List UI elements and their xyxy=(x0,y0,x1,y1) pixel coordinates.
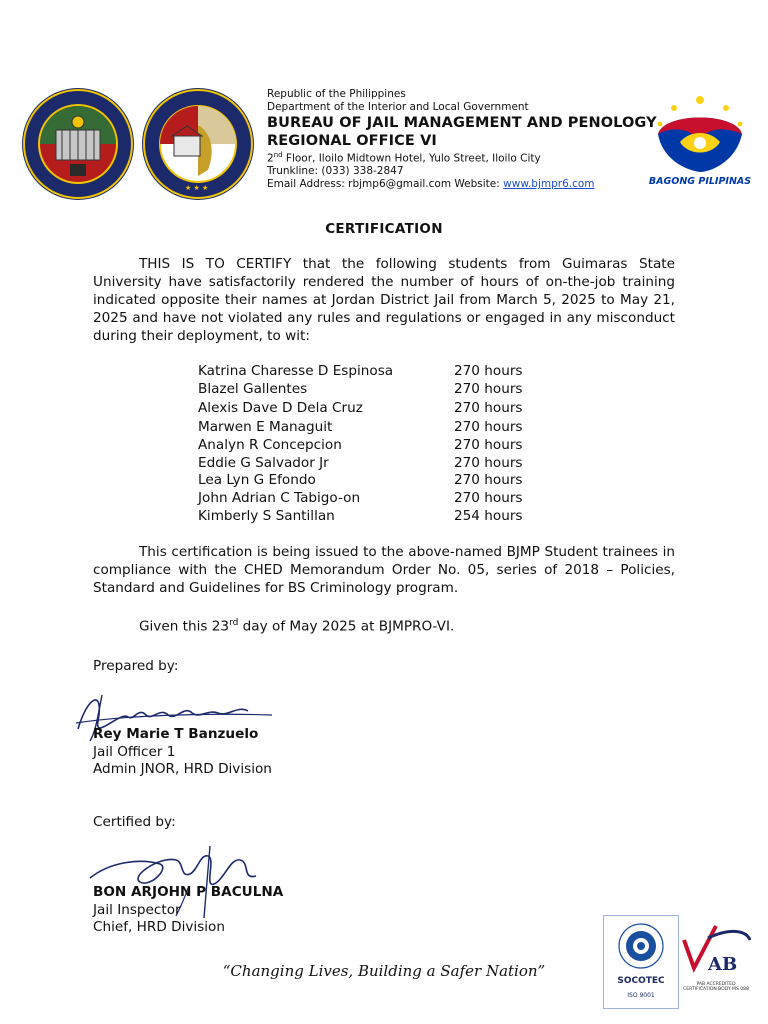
student-hours: 270 hours xyxy=(454,381,523,397)
student-name: Analyn R Concepcion xyxy=(198,437,342,453)
student-hours: 254 hours xyxy=(454,508,523,524)
socotec-text: SOCOTEC xyxy=(617,976,665,986)
bagong-pilipinas-logo xyxy=(644,90,756,190)
header-department: Department of the Interior and Local Government xyxy=(267,101,529,113)
email-text: Email Address: rbjmp6@gmail.com Website: xyxy=(267,178,504,190)
student-name: Kimberly S Santillan xyxy=(198,508,335,524)
header-trunkline: Trunkline: (033) 338-2847 xyxy=(267,165,404,177)
header-office: REGIONAL OFFICE VI xyxy=(267,133,437,149)
student-hours: 270 hours xyxy=(454,363,523,379)
student-hours: 270 hours xyxy=(454,455,523,471)
certified-rank: Jail Inspector xyxy=(93,902,181,918)
header-agency: BUREAU OF JAIL MANAGEMENT AND PENOLOGY xyxy=(267,115,657,131)
student-name: Alexis Dave D Dela Cruz xyxy=(198,400,363,416)
prepared-rank: Jail Officer 1 xyxy=(93,744,176,760)
purpose-text: This certification is being issued to the above-named BJMP Student trainees in compliance with the CHED Memorandum Order No. 05, series of 2018 – Policies, Standard and Guidelines for BS Criminology program. xyxy=(93,544,675,596)
certified-position: Chief, HRD Division xyxy=(93,919,225,935)
certified-by-label: Certified by: xyxy=(93,814,176,830)
student-name: Blazel Gallentes xyxy=(198,381,308,397)
bagong-pilipinas-text: BAGONG PILIPINAS xyxy=(648,176,752,187)
given-date xyxy=(139,614,454,636)
purpose-paragraph xyxy=(93,543,675,597)
website-link[interactable]: www.bjmpr6.com xyxy=(503,178,595,190)
pab-logo xyxy=(680,918,752,1006)
student-name: Eddie G Salvador Jr xyxy=(198,455,329,471)
prepared-by-label: Prepared by: xyxy=(93,658,179,674)
socotec-logo xyxy=(603,915,679,1009)
student-hours: 270 hours xyxy=(454,472,523,488)
given-sup: rd xyxy=(229,618,239,628)
student-name: Katrina Charesse D Espinosa xyxy=(198,363,394,379)
footer-motto: “Changing Lives, Building a Safer Nation” xyxy=(222,962,546,980)
student-name: Marwen E Managuit xyxy=(198,419,333,435)
socotec-sub: ISO 9001 xyxy=(627,992,655,999)
prepared-name: Rey Marie T Banzuelo xyxy=(93,726,259,742)
pab-sub: PAB ACCREDITED CERTIFICATION BODY MS 088 xyxy=(683,982,749,992)
given-post: day of May 2025 at BJMPRO-VI. xyxy=(238,618,455,635)
bjmp-seal-logo xyxy=(20,86,136,202)
address-number: 2 xyxy=(267,152,274,165)
student-name: Lea Lyn G Efondo xyxy=(198,472,316,488)
student-hours: 270 hours xyxy=(454,419,523,435)
given-pre: Given this 23 xyxy=(139,618,230,635)
header-contact xyxy=(267,178,595,190)
address-rest: Floor, Iloilo Midtown Hotel, Yulo Street, Iloilo City xyxy=(282,152,541,165)
prepared-position: Admin JNOR, HRD Division xyxy=(93,761,272,777)
intro-paragraph xyxy=(93,255,675,345)
student-hours: 270 hours xyxy=(454,437,523,453)
address-sup: nd xyxy=(273,151,283,159)
header-republic: Republic of the Philippines xyxy=(267,88,406,100)
svg-text:★ ★ ★: ★ ★ ★ xyxy=(185,184,209,192)
certified-name: BON ARJOHN P BACULNA xyxy=(93,884,284,900)
intro-text: THIS IS TO CERTIFY that the following students from Guimaras State University have satisfactorily rendered the number of hours of on-the-job training indicated opposite their names at Jordan District Jail from March 5, 2025 to May 21, 2025 and have not violated any rules and regulations or engaged in any misconduct during their deployment, to wit: xyxy=(93,256,675,344)
document-title: CERTIFICATION xyxy=(325,221,443,237)
pab-text: AB xyxy=(708,954,738,975)
regional-bjmp-seal-logo xyxy=(140,86,256,202)
header-address xyxy=(267,151,541,165)
student-hours: 270 hours xyxy=(454,400,523,416)
student-hours: 270 hours xyxy=(454,490,523,506)
student-name: John Adrian C Tabigo-on xyxy=(198,490,361,506)
